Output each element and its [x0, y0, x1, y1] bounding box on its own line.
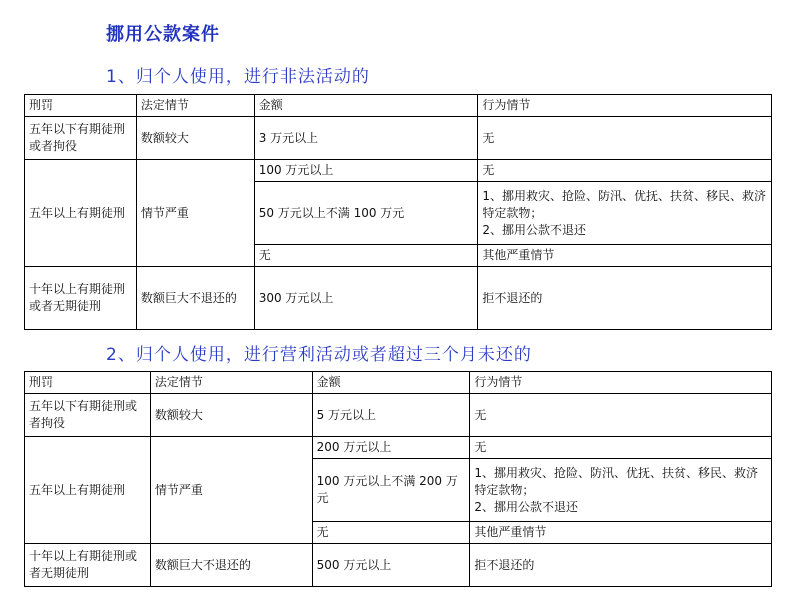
table-row — [25, 394, 772, 437]
amount-cell: 500 万元以上 — [312, 544, 470, 587]
section-1-heading: 1、归个人使用，进行非法活动的 — [106, 67, 370, 87]
amount-cell: 3 万元以上 — [254, 117, 478, 160]
amount-cell: 100 万元以上 — [254, 160, 478, 182]
behavior-cell: 无 — [470, 394, 772, 437]
table-header-row — [25, 95, 772, 117]
header-circumstance: 法定情节 — [136, 95, 254, 117]
section-2-heading: 2、归个人使用，进行营利活动或者超过三个月未还的 — [106, 345, 532, 365]
behavior-cell — [478, 182, 772, 245]
amount-cell: 50 万元以上不满 100 万元 — [254, 182, 478, 245]
behavior-cell: 无 — [478, 117, 772, 160]
header-amount: 金额 — [312, 372, 470, 394]
circumstance-cell: 数额巨大不退还的 — [150, 544, 312, 587]
behavior-cell: 拒不退还的 — [478, 267, 772, 330]
penalty-cell: 十年以上有期徒刑或者无期徒刑 — [25, 267, 137, 330]
penalty-cell: 五年以上有期徒刑 — [25, 437, 151, 544]
section-1-table — [24, 94, 772, 330]
behavior-line: 1、挪用救灾、抢险、防汛、优抚、扶贫、移民、救济特定款物； — [482, 188, 767, 220]
header-behavior: 行为情节 — [478, 95, 772, 117]
behavior-cell: 拒不退还的 — [470, 544, 772, 587]
table-row — [25, 160, 772, 182]
penalty-cell: 十年以上有期徒刑或者无期徒刑 — [25, 544, 151, 587]
penalty-cell: 五年以上有期徒刑 — [25, 160, 137, 267]
header-penalty: 刑罚 — [25, 95, 137, 117]
header-amount: 金额 — [254, 95, 478, 117]
amount-cell: 无 — [312, 522, 470, 544]
circumstance-cell: 数额较大 — [136, 117, 254, 160]
table-row — [25, 117, 772, 160]
section-2-table — [24, 371, 772, 587]
table-row — [25, 267, 772, 330]
behavior-cell: 其他严重情节 — [470, 522, 772, 544]
header-circumstance: 法定情节 — [150, 372, 312, 394]
behavior-line: 2、挪用公款不退还 — [482, 222, 587, 237]
amount-cell: 200 万元以上 — [312, 437, 470, 459]
behavior-cell: 其他严重情节 — [478, 245, 772, 267]
behavior-cell: 无 — [478, 160, 772, 182]
header-penalty: 刑罚 — [25, 372, 151, 394]
penalty-cell: 五年以下有期徒刑或者拘役 — [25, 117, 137, 160]
circumstance-cell: 数额巨大不退还的 — [136, 267, 254, 330]
behavior-cell — [470, 459, 772, 522]
amount-cell: 100 万元以上不满 200 万元 — [312, 459, 470, 522]
amount-cell: 无 — [254, 245, 478, 267]
header-behavior: 行为情节 — [470, 372, 772, 394]
table-header-row — [25, 372, 772, 394]
page-title: 挪用公款案件 — [106, 24, 220, 45]
circumstance-cell: 情节严重 — [150, 437, 312, 544]
behavior-line: 1、挪用救灾、抢险、防汛、优抚、扶贫、移民、救济特定款物； — [474, 465, 759, 497]
circumstance-cell: 情节严重 — [136, 160, 254, 267]
behavior-cell: 无 — [470, 437, 772, 459]
amount-cell: 300 万元以上 — [254, 267, 478, 330]
amount-cell: 5 万元以上 — [312, 394, 470, 437]
behavior-line: 2、挪用公款不退还 — [474, 499, 579, 514]
circumstance-cell: 数额较大 — [150, 394, 312, 437]
table-row — [25, 437, 772, 459]
table-row — [25, 544, 772, 587]
penalty-cell: 五年以下有期徒刑或者拘役 — [25, 394, 151, 437]
